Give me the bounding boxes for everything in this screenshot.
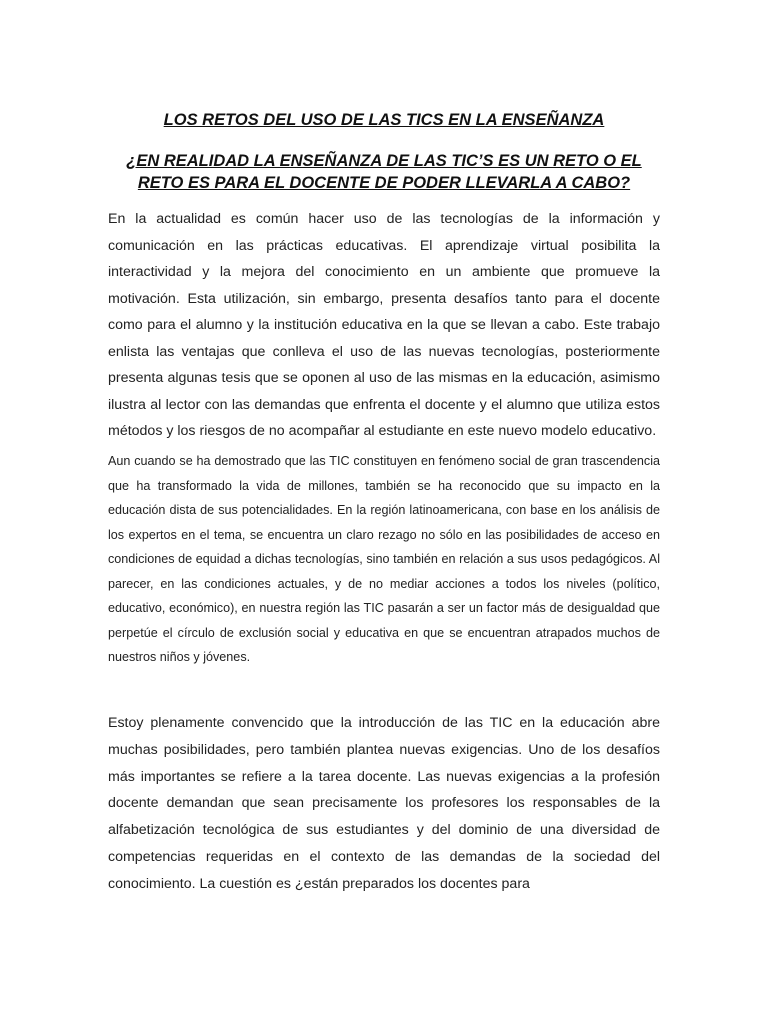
document-subtitle: ¿EN REALIDAD LA ENSEÑANZA DE LAS TIC’S ES UN RETO O EL RETO ES PARA EL DOCENTE DE PODER LLEVARLA A CABO? (126, 152, 642, 192)
paragraph-intro: En la actualidad es común hacer uso de las tecnologías de la información y comunicación en las prácticas educativas. El aprendizaje virtual posibilita la interactividad y la mejora del conocimiento en un ambiente que promueve la motivación. Esta utilización, sin embargo, presenta desafíos tanto para el docente como para el alumno y la institución educativa en la que se llevan a cabo. Este trabajo enlista las ventajas que conlleva el uso de las nuevas tecnologías, posteriormente presenta algunas tesis que se oponen al uso de las mismas en la educación, asimismo ilustra al lector con las demandas que enfrenta el docente y el alumno que utiliza estos métodos y los riesgos de no acompañar al estudiante en este nuevo modelo educativo. (108, 211, 660, 439)
document-title: LOS RETOS DEL USO DE LAS TICS EN LA ENSEÑANZA (163, 111, 605, 129)
paragraph-second: Estoy plenamente convencido que la introducción de las TIC en la educación abre muchas posibilidades, pero también plantea nuevas exigencias. Uno de los desafíos más importantes se refiere a la tarea docente. Las nuevas exigencias a la profesión docente demandan que sean precisamente los profesores los responsables de la alfabetización tecnológica de sus estudiantes y del dominio de una diversidad de competencias requeridas en el contexto de las demandas de la sociedad del conocimiento. La cuestión es ¿están preparados los docentes para (108, 715, 660, 892)
paragraph-intro-continued: Aun cuando se ha demostrado que las TIC constituyen en fenómeno social de gran trascendencia que ha transformado la vida de millones, también se ha reconocido que su impacto en la educación dista de sus potencialidades. En la región latinoamericana, con base en los análisis de los expertos en el tema, se encuentra un claro rezago no sólo en las posibilidades de acceso en condiciones de equidad a dichas tecnologías, sino también en relación a sus usos pedagógicos. Al parecer, en las condiciones actuales, y de no mediar acciones a todos los niveles (político, educativo, económico), en nuestra región las TIC pasarán a ser un factor más de desigualdad que perpetúe el círculo de exclusión social y educativa en que se encuentran atrapados muchos de nuestros niños y jóvenes. (108, 454, 660, 664)
